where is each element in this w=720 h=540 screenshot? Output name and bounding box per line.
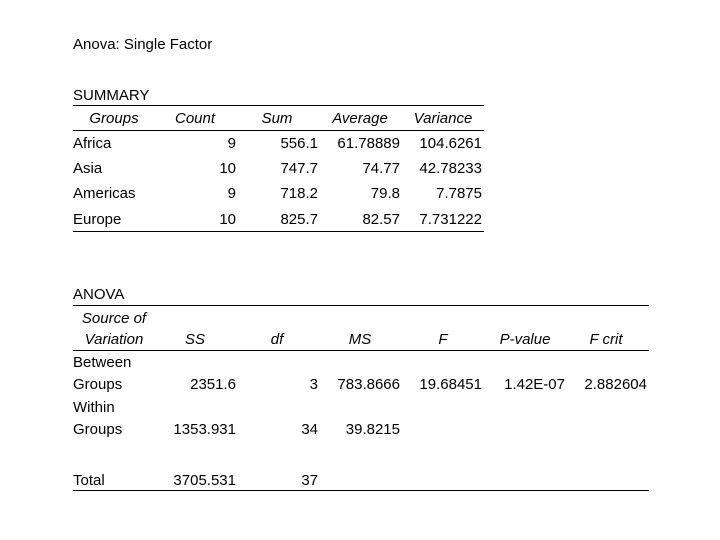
header-fcrit: F crit bbox=[589, 331, 623, 348]
row-average: 74.77 bbox=[362, 160, 400, 177]
header-groups: Groups bbox=[89, 110, 139, 127]
row-sum: 747.7 bbox=[280, 160, 318, 177]
row-source-line2: Groups bbox=[73, 421, 123, 438]
row-group: Asia bbox=[73, 160, 103, 177]
row-variance: 7.731222 bbox=[419, 211, 482, 228]
row-ss: 1353.931 bbox=[173, 421, 236, 438]
header-pvalue: P-value bbox=[499, 331, 551, 348]
anova-top-rule bbox=[73, 305, 649, 306]
summary-bottom-rule bbox=[73, 231, 484, 232]
anova-bottom-rule bbox=[73, 490, 649, 491]
row-source-line1: Between bbox=[73, 354, 132, 371]
header-df: df bbox=[270, 331, 284, 348]
anova-header-rule bbox=[73, 350, 649, 351]
row-average: 82.57 bbox=[362, 211, 400, 228]
header-source-line1: Source of bbox=[81, 310, 147, 327]
header-source-line2: Variation bbox=[84, 331, 144, 348]
row-group: Europe bbox=[73, 211, 122, 228]
row-source-line2: Groups bbox=[73, 376, 123, 393]
row-source: Total bbox=[73, 472, 105, 489]
header-count: Count bbox=[174, 110, 216, 127]
row-ms: 783.8666 bbox=[337, 376, 400, 393]
row-variance: 104.6261 bbox=[419, 135, 482, 152]
header-ms: MS bbox=[348, 331, 372, 348]
row-count: 10 bbox=[219, 211, 236, 228]
row-df: 37 bbox=[301, 472, 318, 489]
row-df: 34 bbox=[301, 421, 318, 438]
row-count: 9 bbox=[227, 185, 236, 202]
header-average: Average bbox=[332, 110, 388, 127]
row-sum: 718.2 bbox=[280, 185, 318, 202]
header-sum: Sum bbox=[261, 110, 293, 127]
row-fcrit: 2.882604 bbox=[584, 376, 647, 393]
row-ms: 39.8215 bbox=[345, 421, 400, 438]
header-f: F bbox=[438, 331, 448, 348]
row-count: 9 bbox=[227, 135, 236, 152]
row-group: Americas bbox=[73, 185, 136, 202]
page-title: Anova: Single Factor bbox=[73, 36, 213, 53]
row-variance: 42.78233 bbox=[419, 160, 482, 177]
header-ss: SS bbox=[184, 331, 205, 348]
row-sum: 825.7 bbox=[280, 211, 318, 228]
row-sum: 556.1 bbox=[280, 135, 318, 152]
summary-top-rule bbox=[73, 105, 484, 106]
summary-label: SUMMARY bbox=[73, 87, 150, 104]
summary-header-rule bbox=[73, 130, 484, 131]
row-average: 79.8 bbox=[370, 185, 400, 202]
row-df: 3 bbox=[309, 376, 318, 393]
row-ss: 2351.6 bbox=[190, 376, 236, 393]
row-group: Africa bbox=[73, 135, 112, 152]
row-variance: 7.7875 bbox=[436, 185, 482, 202]
row-average: 61.78889 bbox=[337, 135, 400, 152]
anova-label: ANOVA bbox=[73, 286, 125, 303]
row-count: 10 bbox=[219, 160, 236, 177]
header-variance: Variance bbox=[413, 110, 473, 127]
row-f: 19.68451 bbox=[419, 376, 482, 393]
row-ss: 3705.531 bbox=[173, 472, 236, 489]
row-source-line1: Within bbox=[73, 399, 115, 416]
row-pvalue: 1.42E-07 bbox=[504, 376, 565, 393]
